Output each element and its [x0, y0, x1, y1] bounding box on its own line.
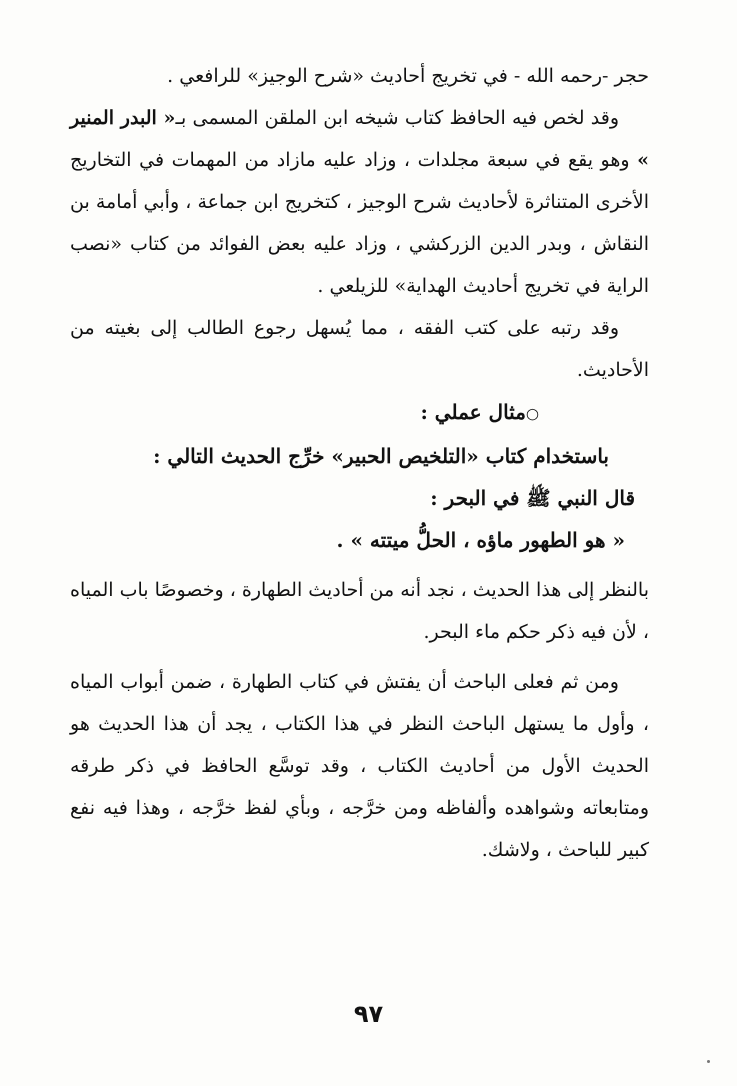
ring-bullet-icon: ○ [525, 404, 539, 423]
prophet-saying-intro: قال النبي ﷺ في البحر : [430, 485, 635, 510]
example-heading-label: مثال عملي : [420, 400, 526, 424]
spacer [70, 561, 649, 569]
page-body-text [70, 55, 649, 871]
page-number: ٩٧ [353, 1000, 384, 1028]
exercise-task: باستخدام كتاب «التلخيص الحبير» خرِّج الحديث التالي : [153, 443, 609, 468]
example-heading [70, 391, 649, 435]
paragraph-badr-munir-start: وقد لخص فيه الحافظ كتاب شيخه ابن الملقن المسمى بـ [175, 107, 619, 129]
scan-speck [707, 1060, 710, 1063]
paragraph-arrangement: وقد رتبه على كتب الفقه ، مما يُسهل رجوع الطالب إلى بغيته من الأحاديث. [70, 317, 649, 381]
book-title-badr-munir: « البدر المنير » [70, 107, 649, 171]
spacer [70, 653, 649, 661]
paragraph-badr-munir [70, 97, 649, 307]
paragraph-analysis: بالنظر إلى هذا الحديث ، نجد أنه من أحاديث الطهارة ، وخصوصًا باب المياه ، لأن فيه ذكر حكم ماء البحر. [70, 578, 649, 643]
hadith-quote: « هو الطهور ماؤه ، الحلُّ ميتته » . [336, 527, 625, 552]
paragraph-continuation: حجر -رحمه الله - في تخريج أحاديث «شرح الوجيز» للرافعي . [167, 65, 649, 87]
paragraph-badr-munir-rest: وهو يقع في سبعة مجلدات ، وزاد عليه مازاد من المهمات في التخاريج الأخرى المتناثرة لأحاديث شرح الوجيز ، كتخريج ابن جماعة ، وأبي أمامة بن النقاش ، وبدر الدين الزركشي ، وزاد عليه بعض الفوائد من كتاب «نصب الراية في تخريج أحاديث الهداية» للزيلعي . [70, 149, 649, 297]
paragraph-search-method: ومن ثم فعلى الباحث أن يفتش في كتاب الطهارة ، ضمن أبواب المياه ، وأول ما يستهل الباحث النظر في هذا الكتاب ، يجد أن هذا الحديث هو الحديث الأول من أحاديث الكتاب ، وقد توسَّع الحافظ في ذكر طرقه ومتابعاته وشواهده وألفاظه ومن خرَّجه ، وبأي لفظ خرَّجه ، وهذا فيه نفع كبير للباحث ، ولاشك. [70, 670, 649, 861]
